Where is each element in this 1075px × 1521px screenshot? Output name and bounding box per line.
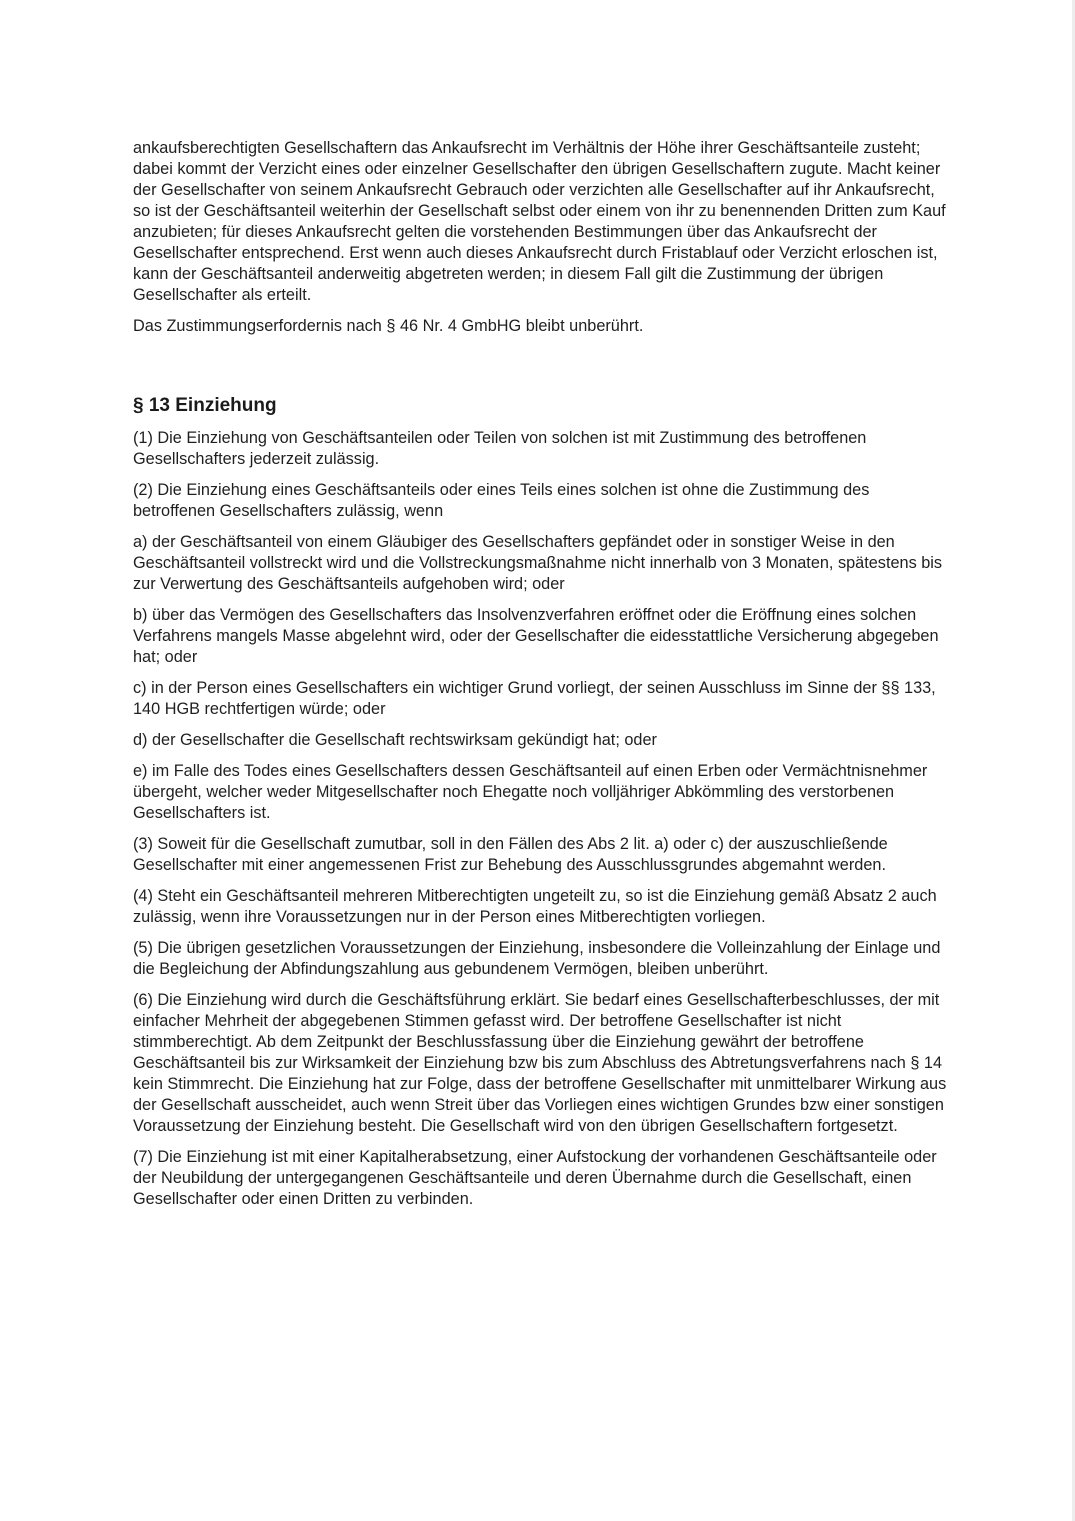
consent-note-paragraph: Das Zustimmungserfordernis nach § 46 Nr. 4 GmbHG bleibt unberührt. bbox=[133, 317, 644, 335]
item-c: c) in der Person eines Gesellschafters ein wichtiger Grund vorliegt, der seinen Ausschluss im Sinne der §§ 133, 140 HGB rechtfertigen würde; oder bbox=[133, 679, 936, 718]
paragraph-5: (5) Die übrigen gesetzlichen Voraussetzungen der Einziehung, insbesondere die Volleinzahlung der Einlage und die Begleichung der Abfindungszahlung aus gebundenem Vermögen, bleiben unberührt. bbox=[133, 939, 941, 978]
item-a: a) der Geschäftsanteil von einem Gläubiger des Gesellschafters gepfändet oder in sonstiger Weise in den Geschäftsanteil vollstreckt wird und die Vollstreckungsmaßnahme nicht innerhalb von 3 Monaten, spätestens bis zur Verwertung des Geschäftsanteils aufgehoben wird; oder bbox=[133, 533, 943, 593]
item-e: e) im Falle des Todes eines Gesellschafters dessen Geschäftsanteil auf einen Erben oder Vermächtnisnehmer übergeht, welcher weder Mitgesellschafter noch Ehegatte noch volljähriger Abkömmling des verstorbenen Gesellschafters ist. bbox=[133, 762, 928, 822]
paragraph-7: (7) Die Einziehung ist mit einer Kapitalherabsetzung, einer Aufstockung der vorhandenen Geschäftsanteile oder der Neubildung der untergegangenen Geschäftsanteile und deren Übernahme durch die Gesellschaft, einen Gesellschafter oder einen Dritten zu verbinden. bbox=[133, 1148, 937, 1208]
item-d: d) der Gesellschafter die Gesellschaft rechtswirksam gekündigt hat; oder bbox=[133, 731, 657, 749]
paragraph-1: (1) Die Einziehung von Geschäftsanteilen oder Teilen von solchen ist mit Zustimmung des betroffenen Gesellschafters jederzeit zulässig. bbox=[133, 429, 867, 468]
continuation-paragraph: ankaufsberechtigten Gesellschaftern das Ankaufsrecht im Verhältnis der Höhe ihrer Geschäftsanteile zusteht; dabei kommt der Verzicht eines oder einzelner Gesellschafter den übrigen Gesellschaftern zugute. Macht keiner der Gesellschafter von seinem Ankaufsrecht Gebrauch oder verzichten alle Gesellschafter auf ihr Ankaufsrecht, so ist der Geschäftsanteil weiterhin der Gesellschaft selbst oder einem von ihr zu benennenden Dritten zum Kauf anzubieten; für dieses Ankaufsrecht gelten die vorstehenden Bestimmungen über das Ankaufsrecht der Gesellschafter entsprechend. Erst wenn auch dieses Ankaufsrecht durch Fristablauf oder Verzicht erloschen ist, kann der Geschäftsanteil anderweitig abgetreten werden; in diesem Fall gilt die Zustimmung der übrigen Gesellschafter als erteilt. bbox=[133, 139, 946, 304]
item-b: b) über das Vermögen des Gesellschafters das Insolvenzverfahren eröffnet oder die Eröffnung eines solchen Verfahrens mangels Masse abgelehnt wird, oder der Gesellschafter die eidesstattliche Versicherung abgegeben hat; oder bbox=[133, 606, 939, 666]
paragraph-2: (2) Die Einziehung eines Geschäftsanteils oder eines Teils eines solchen ist ohne die Zustimmung des betroffenen Gesellschafters zulässig, wenn bbox=[133, 481, 870, 520]
page-content bbox=[133, 138, 953, 1220]
paragraph-3: (3) Soweit für die Gesellschaft zumutbar, soll in den Fällen des Abs 2 lit. a) oder c) der auszuschließende Gesellschafter mit einer angemessenen Frist zur Behebung des Ausschlussgrundes abgemahnt werden. bbox=[133, 835, 888, 874]
paragraph-4: (4) Steht ein Geschäftsanteil mehreren Mitberechtigten ungeteilt zu, so ist die Einziehung gemäß Absatz 2 auch zulässig, wenn ihre Voraussetzungen nur in der Person eines Mitberechtigten vorliegen. bbox=[133, 887, 937, 926]
section-heading: § 13 Einziehung bbox=[133, 395, 277, 416]
paragraph-6: (6) Die Einziehung wird durch die Geschäftsführung erklärt. Sie bedarf eines Gesellschafterbeschlusses, der mit einfacher Mehrheit der abgegebenen Stimmen gefasst wird. Der betroffene Gesellschafter ist nicht stimmberechtigt. Ab dem Zeitpunkt der Beschlussfassung über die Einziehung gewährt der betroffene Geschäftsanteil bis zur Wirksamkeit der Einziehung bzw bis zum Abschluss des Abtretungsverfahrens nach § 14 kein Stimmrecht. Die Einziehung hat zur Folge, dass der betroffene Gesellschafter mit unmittelbarer Wirkung aus der Gesellschaft ausscheidet, auch wenn Streit über das Vorliegen eines wichtigen Grundes bzw einer sonstigen Voraussetzung der Einziehung besteht. Die Gesellschaft wird von den übrigen Gesellschaftern fortgesetzt. bbox=[133, 991, 947, 1135]
